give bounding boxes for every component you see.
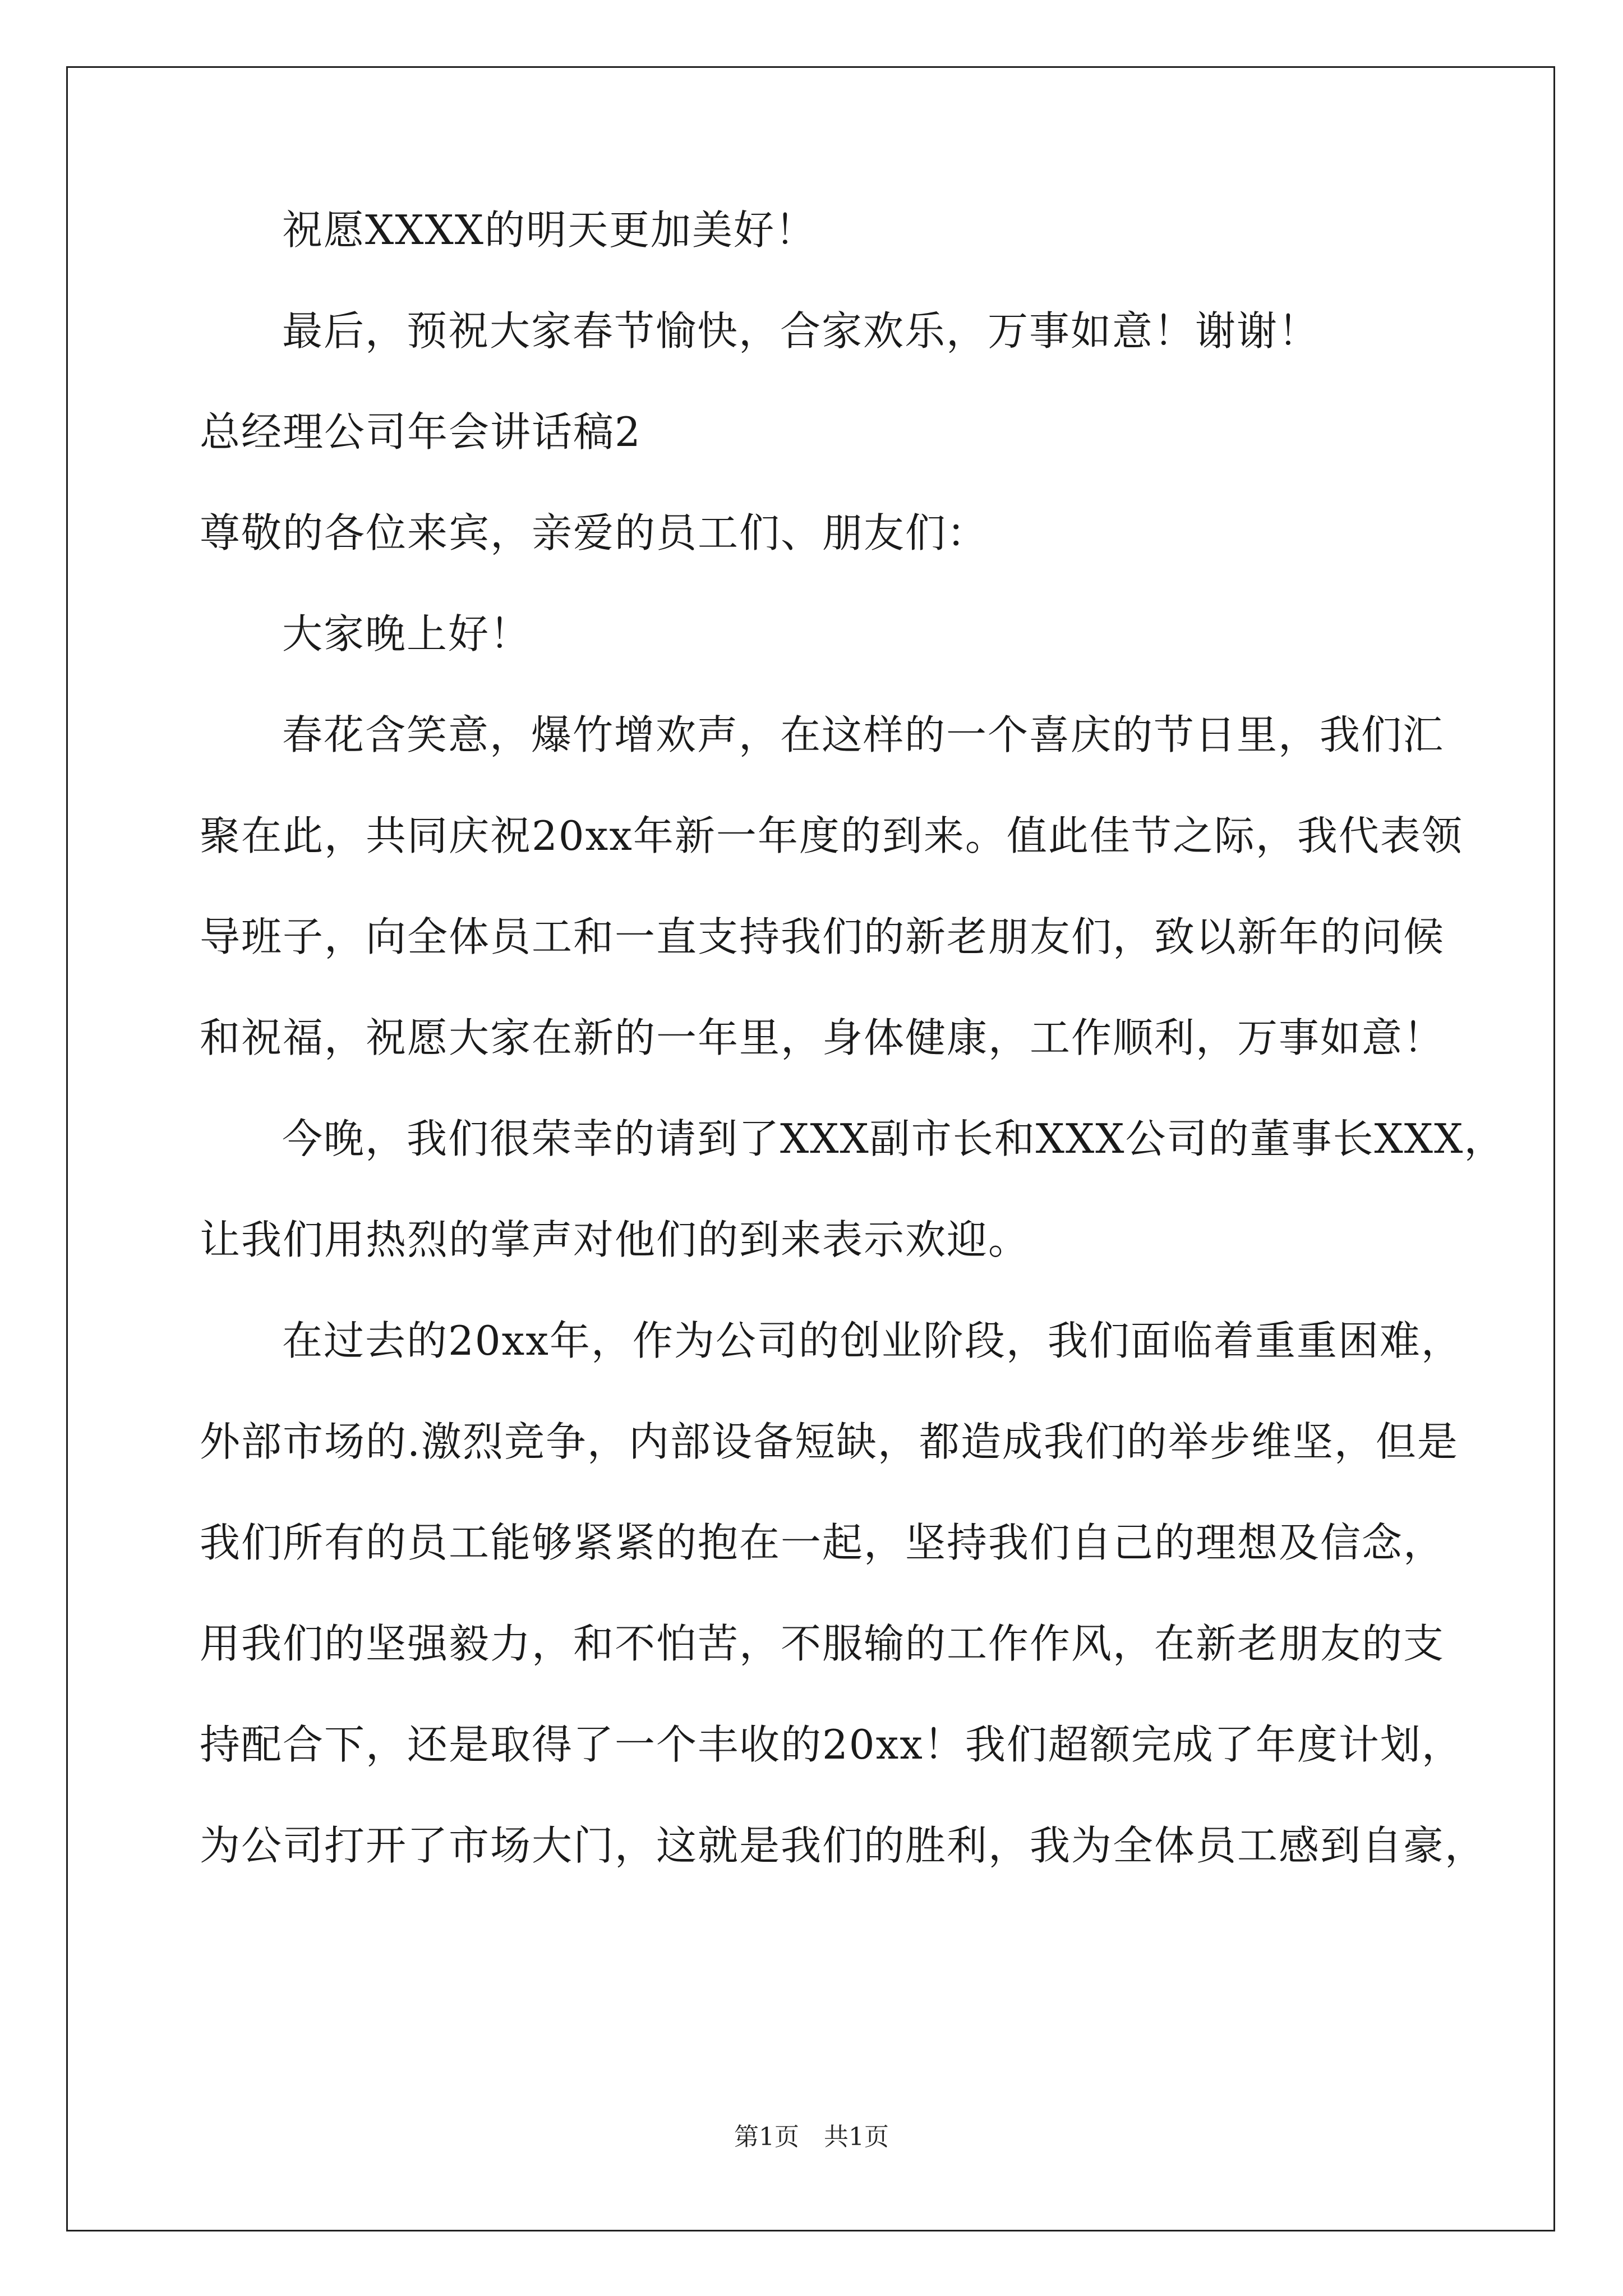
text-line: 最后，预祝大家春节愉快，合家欢乐，万事如意！谢谢！ — [282, 307, 1320, 355]
text-line: 外部市场的.激烈竞争，内部设备短缺，都造成我们的举步维坚，但是 — [200, 1418, 1459, 1465]
text-line: 让我们用热烈的掌声对他们的到来表示欢迎。 — [200, 1216, 1030, 1263]
text-line: 导班子，向全体员工和一直支持我们的新老朋友们，致以新年的问候 — [200, 913, 1445, 960]
text-line: 为公司打开了市场大门，这就是我们的胜利，我为全体员工感到自豪， — [200, 1822, 1487, 1869]
text-line: 我们所有的员工能够紧紧的抱在一起，坚持我们自己的理想及信念， — [200, 1519, 1445, 1566]
text-line: 持配合下，还是取得了一个丰收的20xx！我们超额完成了年度计划， — [200, 1721, 1463, 1768]
text-line: 今晚，我们很荣幸的请到了XXX副市长和XXX公司的董事长XXX， — [282, 1115, 1506, 1162]
text-line: 和祝福，祝愿大家在新的一年里，身体健康，工作顺利，万事如意！ — [200, 1014, 1445, 1061]
text-line: 聚在此，共同庆祝20xx年新一年度的到来。值此佳节之际，我代表领 — [200, 812, 1463, 859]
text-line: 在过去的20xx年，作为公司的创业阶段，我们面临着重重困难， — [282, 1317, 1463, 1364]
text-line: 用我们的坚强毅力，和不怕苦，不服输的工作作风，在新老朋友的支 — [200, 1620, 1445, 1667]
section-heading: 总经理公司年会讲话稿2 — [200, 408, 642, 455]
page-footer: 第1页 共1页 — [734, 2123, 889, 2151]
text-line: 春花含笑意，爆竹增欢声，在这样的一个喜庆的节日里，我们汇 — [282, 711, 1445, 758]
greeting: 大家晚上好！ — [282, 610, 532, 657]
salutation: 尊敬的各位来宾，亲爱的员工们、朋友们： — [200, 509, 989, 556]
text-line: 祝愿XXXX的明天更加美好！ — [282, 206, 817, 254]
